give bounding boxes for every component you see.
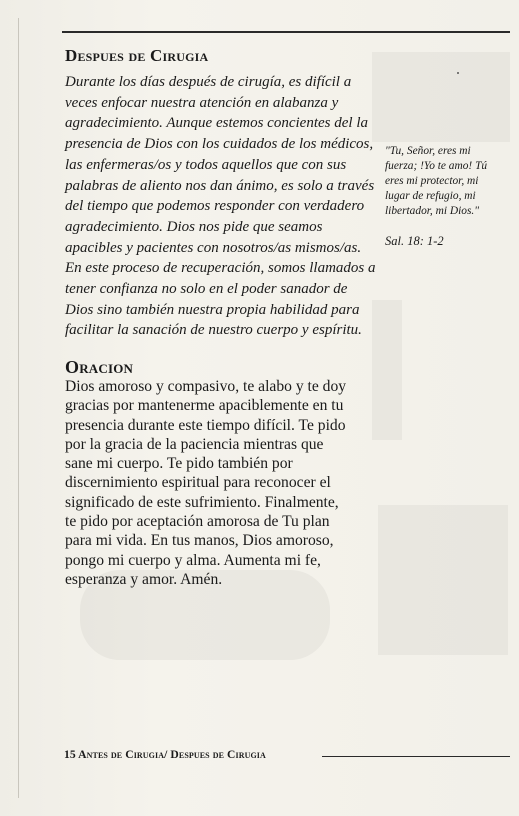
scripture-citation: Sal. 18: 1-2 [385,234,444,248]
reflection-line: las enfermeras/os y todos aquellos que con sus [65,156,347,173]
section-heading-despues: Despues de Cirugia [65,46,209,65]
prayer-line: por la gracia de la paciencia mientras que [65,435,324,453]
reflection-line: apacibles y pacientes con nosotros/as mismos/as. [65,239,362,256]
footer-rule [322,756,510,757]
scripture-quote [385,144,510,219]
reflection-line: facilitar la sanación de nuestro cuerpo y espíritu. [65,322,362,339]
prayer-line: te pido por aceptación amorosa de Tu plan [65,513,330,531]
prayer-line: para mi vida. En tus manos, Dios amoroso, [65,532,334,550]
show-through-text-block [372,52,510,142]
reflection-line: Durante los días después de cirugía, es difícil a [65,74,352,90]
prayer-line: significado de este sufrimiento. Finalmente, [65,493,339,511]
reflection-line: tener confianza no solo en el poder sanador de [65,281,348,298]
prayer-paragraph [65,377,365,589]
quote-line: "Tu, Señor, eres mi [385,145,471,157]
ink-speck [457,72,459,74]
show-through-text-block [372,300,402,440]
prayer-line: esperanza y amor. Amén. [65,570,223,588]
reflection-line: En este proceso de recuperación, somos llamados a [65,260,376,277]
prayer-line: sane mi cuerpo. Te pido también por [65,455,293,473]
reflection-line: Dios sino también nuestra propia habilidad para [65,301,360,318]
reflection-line: agradecimiento. Dios nos pide que seamos [65,218,323,235]
prayer-line: gracias por mantenerme apaciblemente en tu [65,397,344,415]
show-through-text-block [378,505,508,655]
reflection-line: del tiempo que podemos responder con verdadero [65,198,365,215]
header-rule [62,31,510,33]
prayer-line: Dios amoroso y compasivo, te alabo y te doy [65,378,347,395]
reflection-paragraph [65,72,376,341]
reflection-line: presencia de Dios con los cuidados de los médicos, [65,136,374,153]
page-edge-line [18,18,19,798]
quote-line: fuerza; !Yo te amo! Tú [385,160,488,172]
page-footer: 15 Antes de Cirugia/ Despues de Cirugia [64,748,266,761]
prayer-line: presencia durante este tiempo difícil. Te pido [65,416,346,434]
reflection-line: palabras de aliento nos dan ánimo, es solo a través [65,177,375,194]
reflection-line: veces enfocar nuestra atención en alabanza y [65,94,339,111]
prayer-line: discernimiento espiritual para reconocer el [65,474,331,492]
prayer-line: pongo mi cuerpo y alma. Aumenta mi fe, [65,551,321,569]
quote-line: lugar de refugio, mi [385,190,476,202]
quote-line: libertador, mi Dios." [385,205,480,217]
reflection-line: agradecimiento. Aunque estemos concientes del la [65,115,368,132]
quote-line: eres mi protector, mi [385,175,479,187]
section-heading-oracion: Oracion [65,357,134,377]
